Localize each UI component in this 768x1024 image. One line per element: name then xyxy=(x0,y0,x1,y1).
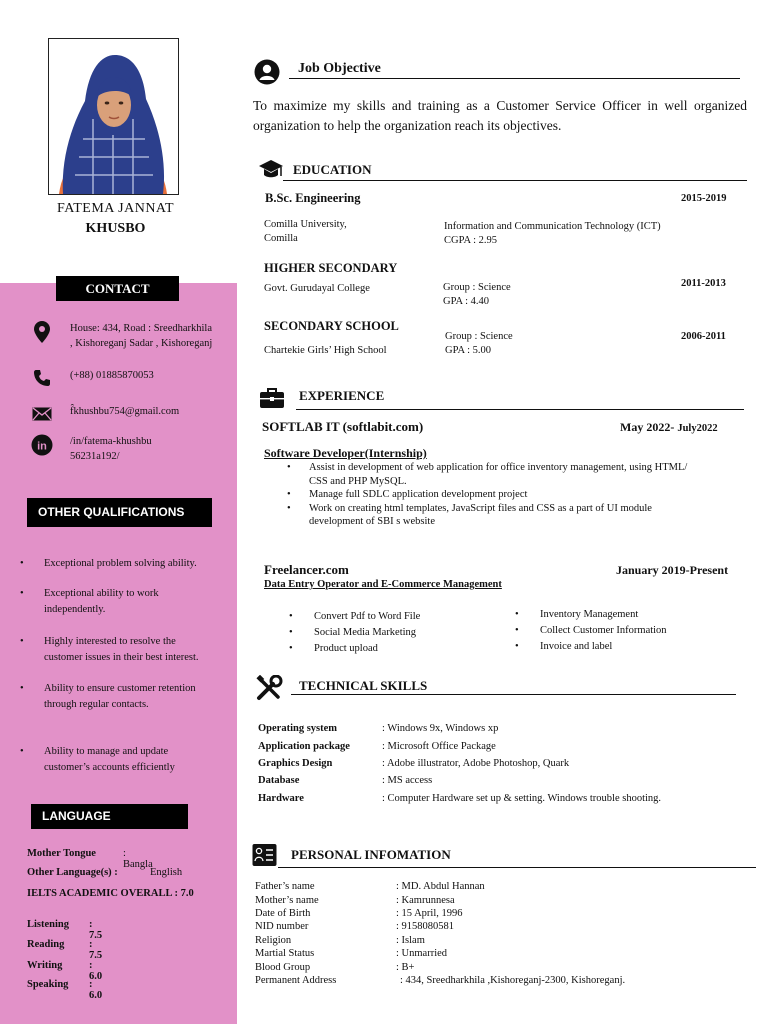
envelope-icon xyxy=(30,402,54,426)
technical-skills-heading: TECHNICAL SKILLS xyxy=(299,678,428,693)
divider xyxy=(278,867,756,868)
contact-linkedin[interactable]: /in/fatema-khushbu 56231a192/ xyxy=(70,436,152,462)
id-card-icon xyxy=(252,843,277,867)
score-speaking: Speaking : 6.0 xyxy=(27,979,103,1001)
tools-icon xyxy=(256,675,284,701)
profile-photo xyxy=(48,38,179,195)
divider xyxy=(296,409,744,410)
skill-key: Hardware xyxy=(258,793,304,804)
job1-dates: May 2022- July2022 xyxy=(620,420,718,434)
job2-company: Freelancer.com xyxy=(264,562,349,577)
personal-key: NID number xyxy=(255,921,309,932)
graduation-cap-icon xyxy=(258,158,284,182)
contact-phone[interactable]: (+88) 01885870053 xyxy=(70,370,154,381)
personal-value: : 9158080581 xyxy=(396,921,455,932)
job1-company: SOFTLAB IT (softlabit.com) xyxy=(262,419,424,434)
ielts-overall: IELTS ACADEMIC OVERALL : 7.0 xyxy=(27,888,194,899)
skill-key: Database xyxy=(258,775,300,786)
list-item: • Invoice and label xyxy=(515,641,613,652)
job2-skills-left xyxy=(289,609,420,657)
contact-email[interactable]: f̂khushbu754@gmail.com xyxy=(70,406,180,417)
job1-bullets xyxy=(287,461,727,529)
contact-heading: CONTACT xyxy=(56,276,179,301)
list-item: • Inventory Management xyxy=(515,609,639,620)
other-qualifications-heading: OTHER QUALIFICATIONS xyxy=(27,498,212,527)
skill-key: Operating system xyxy=(258,723,338,734)
personal-key: Father’s name xyxy=(255,881,315,892)
language-heading: LANGUAGE xyxy=(31,804,188,829)
personal-value: : 15 April, 1996 xyxy=(396,908,463,919)
personal-value: : 434, Sreedharkhila ,Kishoreganj-2300, Kishoreganj. xyxy=(400,975,626,986)
contact-address: House: 434, Road : Sreedharkhila , Kishoreganj Sadar , Kishoreganj xyxy=(70,323,213,349)
edu-ssc-institution: Chartekie Girls’ High School xyxy=(264,345,387,356)
list-item: • Work on creating html templates, JavaScript files and CSS as a part of UI module development of SBI s website xyxy=(287,502,652,527)
location-pin-icon xyxy=(30,320,54,344)
list-item: • Assist in development of web application for office inventory management, using HTML/ CSS and PHP MySQL. xyxy=(287,462,688,487)
edu-bsc-degree: B.Sc. Engineering xyxy=(265,191,361,205)
experience-heading: EXPERIENCE xyxy=(299,388,385,403)
edu-hsc-years: 2011-2013 xyxy=(681,278,726,289)
briefcase-icon xyxy=(259,386,285,410)
personal-value: : Islam xyxy=(396,935,425,946)
edu-bsc-years: 2015-2019 xyxy=(681,193,727,204)
list-item: • Manage full SDLC application development project xyxy=(287,489,528,500)
job1-role: Software Developer(Internship) xyxy=(264,446,427,460)
list-item: • Convert Pdf to Word File xyxy=(289,611,421,622)
skill-value: : Microsoft Office Package xyxy=(382,741,496,752)
personal-info-heading: PERSONAL INFOMATION xyxy=(291,847,451,862)
list-item: • Collect Customer Information xyxy=(515,625,667,636)
score-listening: Listening : 7.5 xyxy=(27,919,103,941)
phone-icon xyxy=(30,366,54,390)
edu-hsc-details: Group : Science GPA : 4.40 xyxy=(443,282,511,307)
divider xyxy=(289,78,740,79)
divider xyxy=(291,694,736,695)
personal-key: Religion xyxy=(255,935,292,946)
other-language-row: Other Language(s) : English xyxy=(27,867,183,878)
user-icon xyxy=(254,59,280,85)
personal-key: Date of Birth xyxy=(255,908,311,919)
personal-value: : B+ xyxy=(396,962,415,973)
skill-key: Application package xyxy=(258,741,350,752)
job2-role: Data Entry Operator and E-Commerce Management xyxy=(264,579,502,590)
edu-bsc-institution: Comilla University, Comilla xyxy=(264,219,347,244)
svg-text:in: in xyxy=(37,440,47,453)
personal-key: Mother’s name xyxy=(255,895,319,906)
job2-skills-right xyxy=(515,607,667,655)
personal-key: Permanent Address xyxy=(255,975,337,986)
personal-value: : Unmarried xyxy=(396,948,448,959)
education-heading: EDUCATION xyxy=(293,162,372,177)
skill-value: : Computer Hardware set up & setting. Windows trouble shooting. xyxy=(382,793,662,804)
job-objective-text: To maximize my skills and training as a Customer Service Officer in well organized organization to help the organization reach its objectives. xyxy=(253,98,747,133)
profile-last-name: KHUSBO xyxy=(85,221,146,236)
skill-value: : Adobe illustrator, Adobe Photoshop, Quark xyxy=(382,758,570,769)
edu-ssc-details: Group : Science GPA : 5.00 xyxy=(445,331,513,356)
mother-tongue-row: Mother Tongue : Bangla xyxy=(27,848,153,870)
skill-value: : MS access xyxy=(382,775,433,786)
list-item: • Product upload xyxy=(289,643,378,654)
skill-key: Graphics Design xyxy=(258,758,333,769)
edu-ssc-degree: SECONDARY SCHOOL xyxy=(264,319,399,333)
job2-dates: January 2019-Present xyxy=(616,563,729,577)
personal-key: Blood Group xyxy=(255,962,311,973)
linkedin-icon[interactable] xyxy=(30,433,54,457)
edu-bsc-details: Information and Communication Technology (ICT) CGPA : 2.95 xyxy=(444,221,661,246)
job-objective-heading: Job Objective xyxy=(298,61,381,76)
personal-value: : Kamrunnesa xyxy=(396,895,455,906)
score-writing: Writing : 6.0 xyxy=(27,960,103,982)
score-reading: Reading : 7.5 xyxy=(27,939,103,961)
profile-first-name: FATEMA JANNAT xyxy=(56,201,175,216)
edu-ssc-years: 2006-2011 xyxy=(681,331,726,342)
personal-key: Martial Status xyxy=(255,948,315,959)
divider xyxy=(283,180,747,181)
skill-value: : Windows 9x, Windows xp xyxy=(382,723,499,734)
list-item: • Social Media Marketing xyxy=(289,627,417,638)
edu-hsc-institution: Govt. Gurudayal College xyxy=(264,283,370,294)
personal-value: : MD. Abdul Hannan xyxy=(396,881,485,892)
edu-hsc-degree: HIGHER SECONDARY xyxy=(264,261,398,275)
